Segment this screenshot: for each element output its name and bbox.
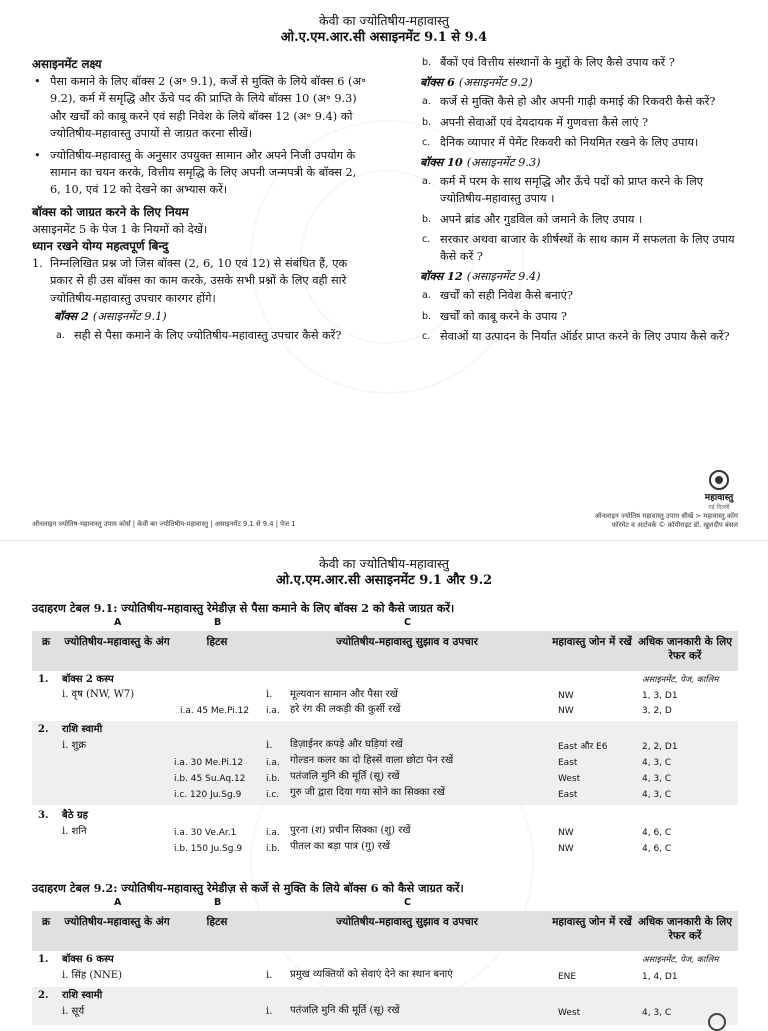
bullet-goal-1: • पैसा कमाने के लिए बॉक्स 2 (अ॰ 9.1), कर्जे से मुक्ति के लिये बॉक्स 6 (अ॰ 9.2), कर्म में समृद्धि और ऊँचे पद की प्राप्ति के लिये बॉक्स 10 (अ॰ 9.3) और खर्चों को काबू करने एवं सही निवेश के लिये बॉक्स 12 (अ॰ 9.4) को ज्योतिषीय-महावास्तु उपायों से जाग्रत करना सीखें। — [32, 73, 368, 142]
footer-right: ऑनलाइन ज्योतिष महावास्तु उपाय सीखें > महावास्तु.कॉम फॉरमेट व आर्टवर्क © कॉपीराइट डॉ. खुशदीप बंसल — [594, 512, 738, 529]
page-subtitle: ओ.ए.एम.आर.सी असाइनमेंट 9.1 से 9.4 — [280, 30, 488, 45]
heading-assignment-goal: असाइनमेंट लक्ष्य — [32, 57, 102, 71]
page-title: केवी का ज्योतिषीय-महावास्तु — [318, 556, 450, 571]
box6-heading: बॉक्स 6 (असाइनमेंट 9.2) — [420, 75, 533, 90]
page-subtitle: ओ.ए.एम.आर.सी असाइनमेंट 9.1 और 9.2 — [275, 573, 493, 588]
heading-rules: बॉक्स को जाग्रत करने के लिए नियम — [32, 204, 189, 219]
page-2 — [0, 540, 768, 1025]
box12-item: b. खर्चों को काबू करने के उपाय ? — [422, 309, 567, 323]
table-header: क्र ज्योतिषीय-महावास्तु के अंग हिटस ज्योतिषीय-महावास्तु सुझाव व उपचार महावास्तु जोन में रखें अधिक जानकारी के लिए रेफर करें — [32, 911, 738, 951]
box6-item: a. कर्जे से मुक्ति कैसे हो और अपनी गाढ़ी कमाई की रिकवरी कैसे करें? — [422, 95, 716, 109]
mahavastu-logo-icon — [708, 1013, 726, 1031]
box12-item: a. खर्चों को सही निवेश कैसे बनाएं? — [422, 289, 573, 303]
left-column — [32, 56, 368, 347]
rules-text: असाइनमेंट 5 के पेज 1 के नियमों को देखें। — [32, 222, 208, 236]
footer-left: ऑनलाइन ज्योतिष-महावास्तु उपाय कोर्स | केवी का ज्योतिषीय-महावास्तु | असाइनमेंट 9.1 से 9.4 | पेज 1 — [32, 520, 296, 528]
table-header: क्र ज्योतिषीय-महावास्तु के अंग हिटस ज्योतिषीय-महावास्तु सुझाव व उपचार महावास्तु जोन में रखें अधिक जानकारी के लिए रेफर करें — [32, 631, 738, 671]
box2-item-a: a. सही से पैसा कमाने के लिए ज्योतिषीय-महावास्तु उपचार कैसे करें? — [56, 329, 342, 343]
bullet-goal-2: • ज्योतिषीय-महावास्तु के अनुसार उपयुक्त सामान और अपने निजी उपयोग के सामान का चयन करके, वित्तीय समृद्धि के लिए अपनी जन्मपत्री के बॉक्स 2, 6, 10, एवं 12 को देखने का अभ्यास करें। — [32, 147, 368, 199]
table-9-2: A B C क्र ज्योतिषीय-महावास्तु के अंग हिटस ज्योतिषीय-महावास्तु सुझाव व उपचार महावास्तु जोन में रखें अधिक जानकारी के लिए रेफर करें 1. बॉक्स 6 कस्प असाइनमेंट, पेज, कालिम i. सिंह (NNE) i. प्रमुख व्यक्तियों को सेवाएं देने का स्थान बनाएं ENE 1, 4, D1 2. राशि स्वामी i. सूर्य i. पतंजलि मुनि की मूर्ति (सू) रखें West 4, 3, C — [32, 897, 738, 1025]
mahavastu-logo: महावास्तु नई दिल्ली — [697, 470, 741, 511]
box6-item: c. दैनिक व्यापार में पेमेंट रिकवरी को नियमित रखने के लिए उपाय। — [422, 135, 699, 149]
box12-heading: बॉक्स 12 (असाइनमेंट 9.4) — [420, 269, 541, 284]
heading-important-points: ध्यान रखने योग्य महत्वपूर्ण बिन्दु — [32, 239, 169, 254]
box10-item: a. कर्म में परम के साथ समृद्धि और ऊँचे पदों को प्राप्त करने के लिए ज्योतिषीय-महावास्तु उपाय । — [422, 175, 703, 206]
box10-item: b. अपने ब्रांड और गुडविल को जमाने के लिए उपाय । — [422, 212, 643, 226]
mahavastu-logo-icon — [709, 470, 729, 490]
table2-caption: उदाहरण टेबल 9.2: ज्योतिषीय-महावास्तु रेमेडीज़ से कर्जे से मुक्ति के लिये बॉक्स 6 को कैसे जाग्रत करें। — [32, 881, 464, 895]
box2-heading: बॉक्स 2 (असाइनमेंट 9.1) — [54, 308, 167, 323]
box2-item-b: b. बैंकों एवं वित्तीय संस्थानों के मुद्दों के लिए कैसे उपाय करें ? — [422, 56, 675, 69]
table-9-1: A B C क्र ज्योतिषीय-महावास्तु के अंग हिटस ज्योतिषीय-महावास्तु सुझाव व उपचार महावास्तु जोन में रखें अधिक जानकारी के लिए रेफर करें 1. बॉक्स 2 कस्प असाइनमेंट, पेज, कालिम i. वृष (NW, W7) i. मूल्यवान सामान और पैसा रखें NW 1, 3, D1 i.a. 45 Me.Pi.12 i.a. हरे रंग की लकड़ी की कुर्सी रखें NW 3, 2, D 2. राशि स्वामी i. शुक्र i. डिज़ाईनर कपड़े और घड़ियां रखें East और E6 2, 2, D1 i.a. 30 Me.Pi.12 i.a. गोल्डन कलर का दो हिस्सें वाला छोटा पेन रखें East 4, 3, C i.b. 45 Su.Aq.12 i.b. पतंजलि मुनि की मूर्ति (सू) रखें West 4, 3, C i.c. 120 Ju.Sg.9 i.c. गुरु जी द्वारा दिया गया सोने का सिक्का रखें East 4, 3, C 3. बैठे ग्रह i. शनि i.a. 30 Ve.Ar.1 i.a. पुरना (श) प्रचीन सिक्का (शु) रखें NW 4, 6, C i.b. 150 Ju.Sg.9 i.b. पीतल का बड़ा पात्र (गु) रखें NW 4, 6, C — [32, 617, 738, 863]
box6-item: b. अपनी सेवाओं एवं देयदायक में गुणवत्ता कैसे लाएं ? — [422, 115, 649, 129]
point-1: 1. निम्नलिखित प्रश्न जो जिस बॉक्स (2, 6, 10 एवं 12) से संबंधित हैं, एक प्रकार से ही उस बॉक्स का काम करके, उसके सभी प्रश्नों के लिए वही सारे ज्योतिषीय-महावास्तु उपचार कारगर होंगे। — [32, 257, 348, 305]
page-title: केवी का ज्योतिषीय-महावास्तु — [318, 13, 450, 28]
box10-item: c. सरकार अथवा बाजार के शीर्षस्थों के साथ काम में सफलता के लिए उपाय कैसे करें ? — [422, 232, 735, 264]
table1-caption: उदाहरण टेबल 9.1: ज्योतिषीय-महावास्तु रेमेडीज़ से पैसा कमाने के लिए बॉक्स 2 को कैसे जाग्रत करें। — [32, 601, 455, 615]
box2-section — [54, 308, 368, 344]
box10-heading: बॉक्स 10 (असाइनमेंट 9.3) — [420, 155, 541, 170]
right-column — [420, 54, 738, 348]
box12-item: c. सेवाओं या उत्पादन के निर्यात ऑर्डर प्राप्त करने के लिए उपाय कैसे करें? — [422, 329, 730, 343]
